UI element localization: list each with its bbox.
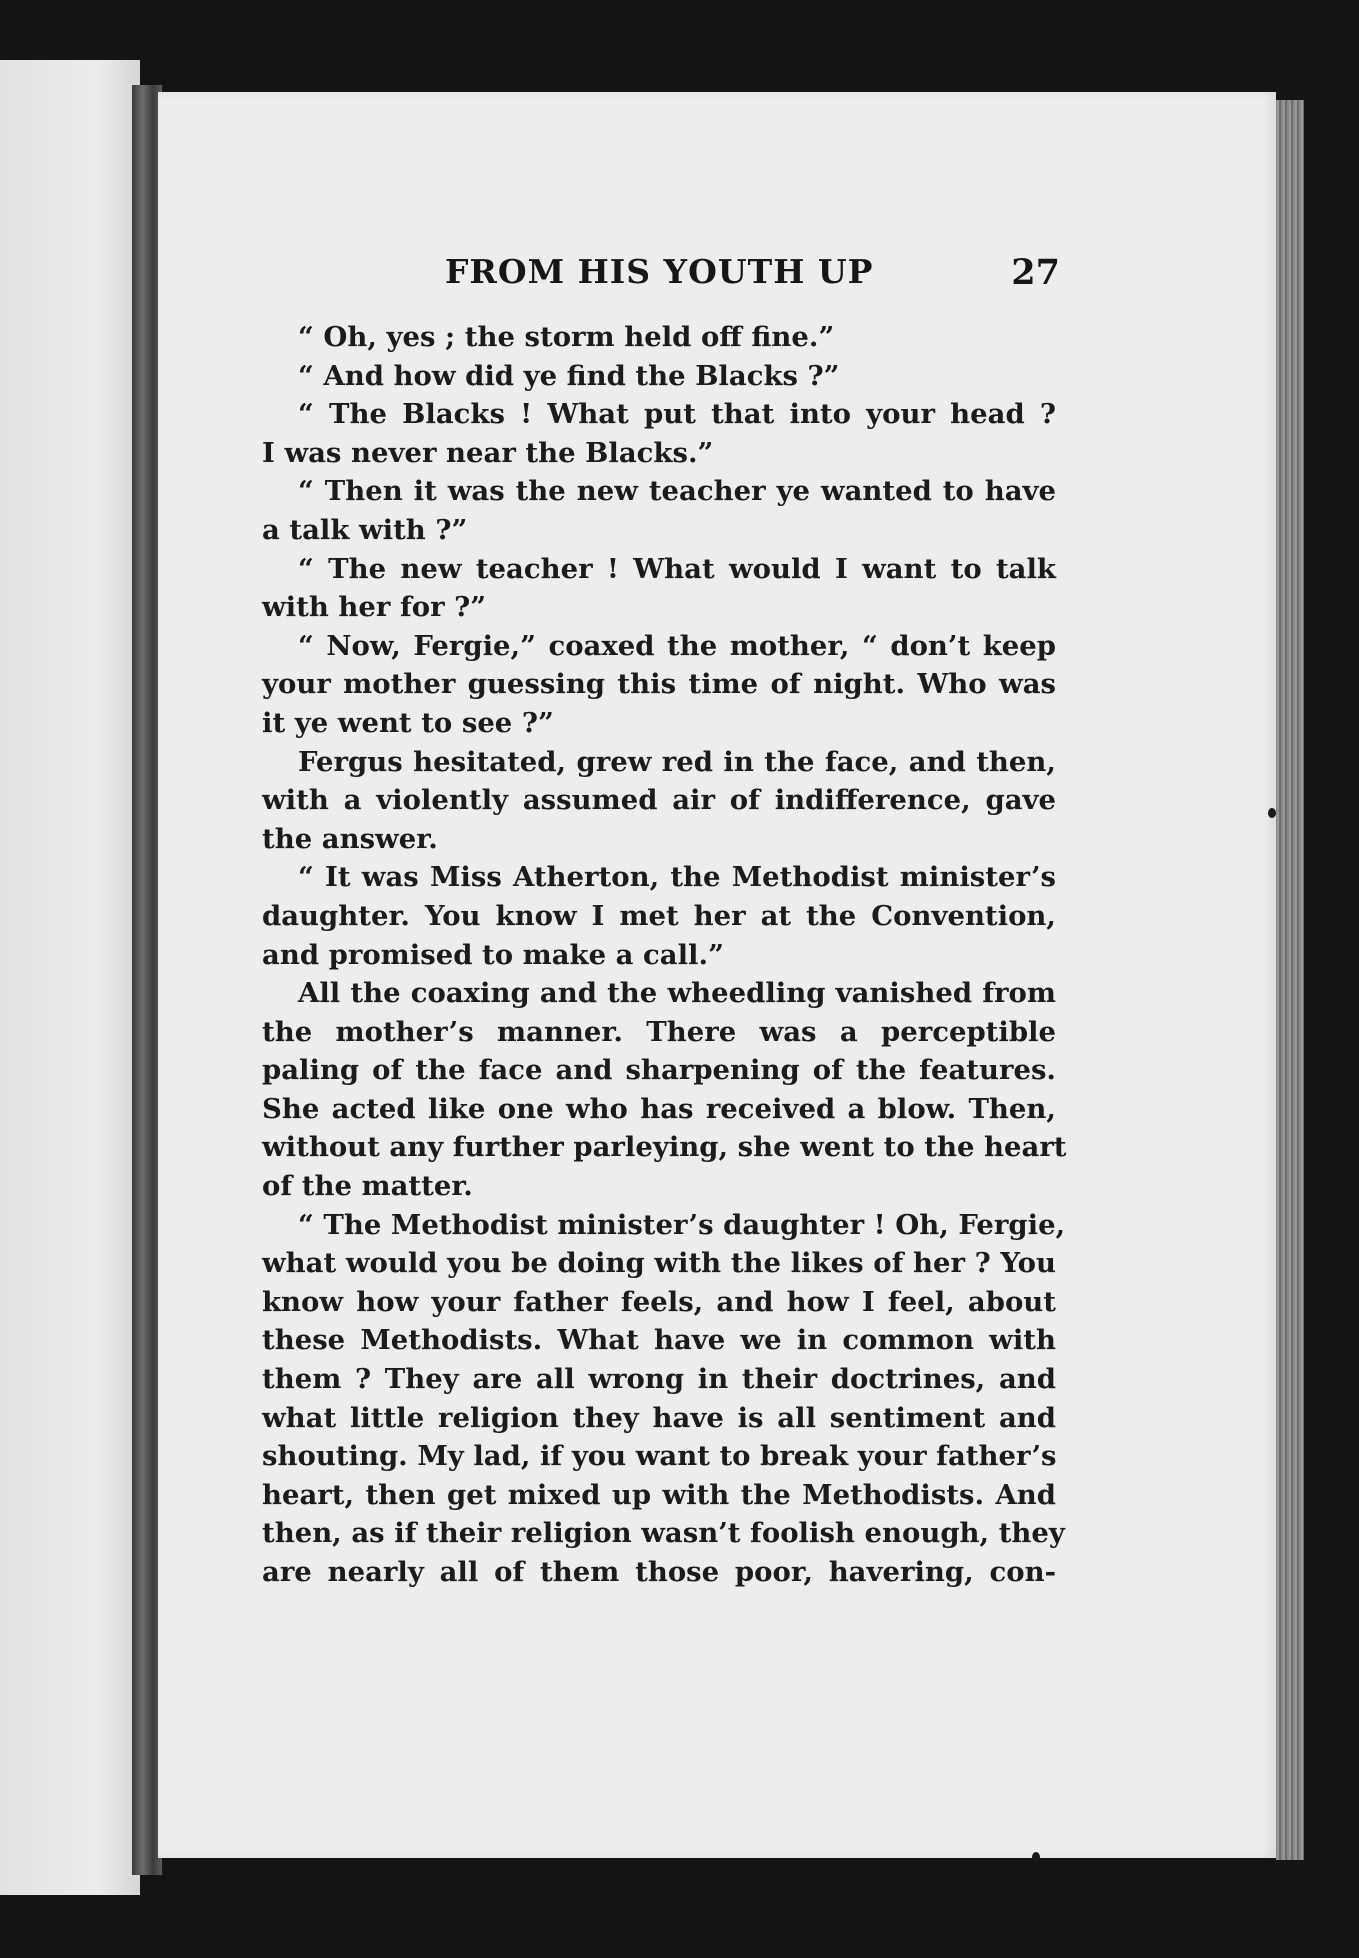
text-line: “ Now, Fergie,” coaxed the mother, “ don’t keep <box>298 629 1056 662</box>
page-number: 27 <box>1011 252 1060 293</box>
text-line: it ye went to see ?” <box>262 706 554 739</box>
text-line: daughter. You know I met her at the Convention, <box>262 899 1056 932</box>
text-line: your mother guessing this time of night. Who was <box>262 668 1056 701</box>
text-line: heart, then get mixed up with the Methodists. And <box>262 1478 1056 1511</box>
text-line: and promised to make a call.” <box>262 938 724 971</box>
page-stack-edge <box>1276 100 1304 1860</box>
text-line: Fergus hesitated, grew red in the face, and then, <box>298 745 1056 778</box>
text-line: what would you be doing with the likes of her ? You <box>262 1247 1056 1280</box>
text-line: a talk with ?” <box>262 513 468 546</box>
text-line: of the matter. <box>262 1170 473 1203</box>
text-line: then, as if their religion wasn’t foolish enough, they <box>262 1517 1065 1550</box>
text-line: “ Oh, yes ; the storm held off fine.” <box>298 321 835 353</box>
text-line: these Methodists. What have we in common with <box>262 1324 1056 1357</box>
text-line: All the coaxing and the wheedling vanished from <box>298 977 1056 1010</box>
text-line: paling of the face and sharpening of the features. <box>262 1054 1056 1087</box>
text-line: them ? They are all wrong in their doctrines, and <box>262 1363 1056 1396</box>
running-head <box>445 252 1060 302</box>
text-line: shouting. My lad, if you want to break your father’s <box>262 1440 1057 1473</box>
text-line: with a violently assumed air of indifference, gave <box>262 784 1056 817</box>
text-line: “ The Blacks ! What put that into your head ? <box>298 398 1056 431</box>
text-line: the answer. <box>262 822 438 855</box>
body-text <box>262 318 1067 1592</box>
text-line: “ It was Miss Atherton, the Methodist minister’s <box>298 861 1056 894</box>
text-line: “ And how did ye find the Blacks ?” <box>298 359 840 392</box>
text-line: without any further parleying, she went to the heart <box>262 1131 1067 1164</box>
left-page-edge <box>0 60 140 1895</box>
text-line: the mother’s manner. There was a perceptible <box>262 1015 1056 1048</box>
text-line: are nearly all of them those poor, havering, con- <box>262 1556 1056 1588</box>
text-line: I was never near the Blacks.” <box>262 436 714 469</box>
text-line: “ The Methodist minister’s daughter ! Oh, Fergie, <box>298 1208 1066 1241</box>
text-line: what little religion they have is all sentiment and <box>262 1401 1056 1434</box>
text-line: She acted like one who has received a blow. Then, <box>262 1092 1056 1125</box>
text-line: “ Then it was the new teacher ye wanted to have <box>298 475 1056 508</box>
ink-speck <box>1268 808 1276 818</box>
text-line: “ The new teacher ! What would I want to talk <box>298 552 1056 585</box>
text-line: with her for ?” <box>262 591 487 624</box>
ink-speck <box>1032 1852 1040 1862</box>
text-line: know how your father feels, and how I feel, about <box>262 1285 1056 1318</box>
running-title: FROM HIS YOUTH UP <box>445 252 874 291</box>
